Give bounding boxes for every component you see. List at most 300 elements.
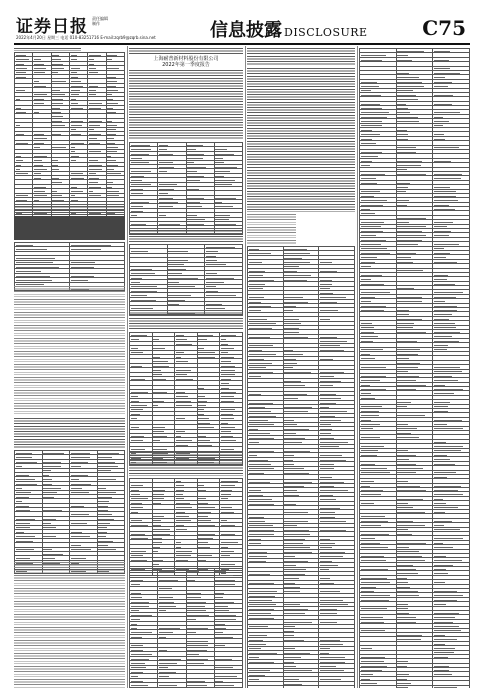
cell-text-stroke — [434, 139, 445, 140]
cell-text-stroke — [153, 494, 164, 495]
cell-text-stroke — [361, 310, 385, 311]
cell-text-stroke — [89, 191, 93, 192]
text-block — [247, 170, 355, 212]
cell-text-stroke — [131, 251, 149, 252]
cell-text-stroke — [397, 323, 414, 324]
cell-text-stroke — [131, 291, 157, 292]
cell-text-stroke — [34, 68, 46, 69]
cell-text-stroke — [361, 411, 379, 412]
cell-text-stroke — [43, 462, 61, 463]
cell-text-stroke — [249, 367, 267, 368]
cell-text-stroke — [397, 112, 409, 113]
cell-text-stroke — [198, 409, 204, 410]
cell-text-stroke — [43, 470, 51, 471]
cell-text-stroke — [361, 130, 372, 131]
cell-text-stroke — [131, 602, 150, 603]
table-cell — [360, 685, 397, 688]
cell-text-stroke — [176, 529, 187, 530]
cell-text-stroke — [52, 191, 57, 192]
cell-text-stroke — [284, 424, 297, 425]
cell-text-stroke — [434, 319, 449, 320]
cell-text-stroke — [176, 503, 191, 504]
cell-text-stroke — [397, 358, 409, 359]
cell-text-stroke — [221, 520, 227, 521]
cell-text-stroke — [176, 516, 189, 517]
cell-text-stroke — [221, 374, 235, 375]
cell-text-stroke — [187, 171, 197, 172]
cell-text-stroke — [221, 551, 234, 552]
cell-text-stroke — [434, 674, 452, 675]
data-table — [129, 478, 243, 566]
cell-text-stroke — [98, 519, 114, 520]
cell-text-stroke — [187, 619, 196, 620]
cell-text-stroke — [361, 525, 382, 526]
cell-text-stroke — [249, 521, 266, 522]
cell-text-stroke — [249, 618, 275, 619]
cell-text-stroke — [397, 319, 421, 320]
cell-text-stroke — [198, 507, 215, 508]
cell-text-stroke — [89, 134, 101, 135]
cell-text-stroke — [43, 527, 56, 528]
cell-text-stroke — [221, 392, 236, 393]
cell-text-stroke — [284, 609, 308, 610]
cell-text-stroke — [320, 547, 332, 548]
editor-line-2: 制作 — [92, 21, 100, 26]
cell-text-stroke — [176, 357, 181, 358]
cell-text-stroke — [249, 490, 261, 491]
cell-text-stroke — [131, 278, 142, 279]
cell-text-stroke — [131, 352, 143, 353]
cell-text-stroke — [34, 99, 44, 100]
text-block — [14, 562, 125, 688]
cell-text-stroke — [361, 630, 386, 631]
data-table — [129, 244, 243, 308]
cell-text-stroke — [361, 521, 388, 522]
cell-text-stroke — [361, 428, 374, 429]
cell-text-stroke — [397, 363, 420, 364]
cell-text-stroke — [361, 112, 390, 113]
cell-text-stroke — [320, 495, 333, 496]
cell-text-stroke — [434, 95, 453, 96]
cell-text-stroke — [284, 482, 312, 483]
cell-text-stroke — [34, 143, 44, 144]
cell-text-stroke — [153, 503, 161, 504]
cell-text-stroke — [434, 630, 461, 631]
cell-text-stroke — [284, 468, 304, 469]
cell-text-stroke — [284, 464, 294, 465]
cell-text-stroke — [198, 560, 206, 561]
cell-text-stroke — [71, 72, 77, 73]
cell-text-stroke — [16, 506, 29, 507]
cell-text-stroke — [249, 473, 264, 474]
cell-text-stroke — [284, 578, 299, 579]
cell-text-stroke — [221, 418, 234, 419]
cell-text-stroke — [198, 512, 211, 513]
cell-text-stroke — [98, 492, 115, 493]
cell-text-stroke — [397, 332, 426, 333]
cell-text-stroke — [397, 161, 421, 162]
cell-text-stroke — [397, 525, 425, 526]
cell-text-stroke — [361, 472, 390, 473]
cell-text-stroke — [131, 339, 140, 340]
cell-text-stroke — [434, 687, 457, 688]
cell-text-stroke — [221, 494, 231, 495]
cell-text-stroke — [187, 145, 203, 146]
cell-text-stroke — [320, 613, 337, 614]
cell-text-stroke — [361, 591, 374, 592]
cell-text-stroke — [284, 367, 293, 368]
article-title-line-1: 上海耐普新材料股份有限公司 — [153, 56, 219, 62]
cell-text-stroke — [187, 606, 205, 607]
cell-text-stroke — [284, 394, 307, 395]
cell-text-stroke — [187, 580, 195, 581]
cell-text-stroke — [361, 648, 372, 649]
cell-text-stroke — [153, 392, 167, 393]
cell-text-stroke — [176, 405, 192, 406]
cell-text-stroke — [168, 295, 191, 296]
section-title-en: DISCLOSURE — [284, 26, 368, 39]
cell-text-stroke — [34, 138, 47, 139]
cell-text-stroke — [159, 667, 168, 668]
cell-text-stroke — [153, 339, 159, 340]
cell-text-stroke — [284, 363, 296, 364]
cell-text-stroke — [176, 525, 184, 526]
cell-text-stroke — [249, 302, 261, 303]
cell-text-stroke — [16, 68, 28, 69]
cell-text-stroke — [153, 529, 170, 530]
cell-text-stroke — [107, 125, 117, 126]
cell-text-stroke — [43, 492, 57, 493]
cell-text-stroke — [221, 485, 235, 486]
cell-text-stroke — [361, 543, 380, 544]
cell-text-stroke — [16, 462, 37, 463]
cell-text-stroke — [52, 195, 62, 196]
cell-text-stroke — [284, 411, 308, 412]
cell-text-stroke — [320, 411, 347, 412]
cell-text-stroke — [249, 323, 276, 324]
cell-text-stroke — [397, 341, 416, 342]
cell-text-stroke — [434, 402, 451, 403]
cell-text-stroke — [176, 431, 185, 432]
cell-text-stroke — [89, 94, 96, 95]
cell-text-stroke — [397, 51, 424, 52]
cell-text-stroke — [284, 547, 309, 548]
cell-text-stroke — [16, 77, 27, 78]
cell-text-stroke — [397, 240, 421, 241]
cell-text-stroke — [16, 527, 30, 528]
cell-text-stroke — [206, 256, 216, 257]
cell-text-stroke — [434, 617, 455, 618]
cell-text-stroke — [221, 361, 231, 362]
cell-text-stroke — [434, 292, 463, 293]
cell-text-stroke — [249, 345, 274, 346]
cell-text-stroke — [71, 506, 84, 507]
cell-text-stroke — [176, 418, 185, 419]
cell-text-stroke — [249, 407, 266, 408]
cell-text-stroke — [16, 169, 21, 170]
cell-text-stroke — [361, 468, 388, 469]
cell-text-stroke — [361, 161, 372, 162]
cell-text-stroke — [34, 112, 39, 113]
cell-text-stroke — [98, 527, 107, 528]
table-cell — [158, 687, 186, 688]
cell-text-stroke — [71, 536, 91, 537]
cell-text-stroke — [16, 245, 33, 246]
cell-text-stroke — [89, 182, 99, 183]
cell-text-stroke — [249, 525, 273, 526]
cell-text-stroke — [434, 666, 449, 667]
cell-text-stroke — [434, 147, 459, 148]
cell-text-stroke — [153, 405, 158, 406]
cell-text-stroke — [52, 125, 65, 126]
cell-text-stroke — [249, 464, 271, 465]
cell-text-stroke — [284, 525, 297, 526]
cell-text-stroke — [320, 561, 332, 562]
cell-text-stroke — [361, 205, 383, 206]
masthead — [14, 10, 470, 46]
cell-text-stroke — [361, 200, 387, 201]
cell-text-stroke — [397, 262, 413, 263]
cell-text-stroke — [284, 372, 311, 373]
cell-text-stroke — [249, 328, 272, 329]
cell-text-stroke — [221, 423, 228, 424]
cell-text-stroke — [361, 174, 385, 175]
cell-text-stroke — [434, 573, 448, 574]
cell-text-stroke — [107, 99, 112, 100]
cell-text-stroke — [434, 648, 455, 649]
cell-text-stroke — [71, 103, 79, 104]
cell-text-stroke — [187, 632, 196, 633]
cell-text-stroke — [198, 339, 206, 340]
cell-text-stroke — [361, 358, 376, 359]
text-block — [14, 286, 125, 416]
cell-text-stroke — [320, 622, 337, 623]
cell-text-stroke — [215, 584, 234, 585]
cell-text-stroke — [187, 663, 204, 664]
cell-text-stroke — [16, 165, 21, 166]
cell-text-stroke — [131, 149, 152, 150]
financial-table — [14, 52, 125, 220]
cell-text-stroke — [434, 284, 455, 285]
cell-text-stroke — [168, 269, 186, 270]
cell-text-stroke — [206, 278, 234, 279]
table-caption — [14, 48, 125, 51]
cell-text-stroke — [434, 503, 446, 504]
cell-text-stroke — [52, 178, 59, 179]
cell-text-stroke — [131, 507, 143, 508]
cell-text-stroke — [397, 385, 426, 386]
cell-text-stroke — [320, 337, 337, 338]
cell-text-stroke — [198, 538, 212, 539]
cell-text-stroke — [215, 571, 226, 572]
cell-text-stroke — [361, 90, 371, 91]
cell-text-stroke — [284, 398, 297, 399]
cell-text-stroke — [434, 187, 451, 188]
cell-text-stroke — [361, 674, 374, 675]
cell-text-stroke — [320, 407, 329, 408]
cell-text-stroke — [71, 143, 84, 144]
cell-text-stroke — [71, 125, 82, 126]
cell-text-stroke — [397, 73, 408, 74]
cell-text-stroke — [249, 596, 275, 597]
cell-text-stroke — [131, 427, 139, 428]
cell-text-stroke — [52, 165, 58, 166]
data-table — [129, 332, 243, 450]
cell-text-stroke — [16, 484, 38, 485]
cell-text-stroke — [221, 401, 234, 402]
cell-text-stroke — [361, 104, 380, 105]
cell-text-stroke — [284, 591, 300, 592]
cell-text-stroke — [159, 189, 174, 190]
cell-text-stroke — [320, 644, 343, 645]
cell-text-stroke — [434, 472, 456, 473]
cell-text-stroke — [249, 517, 265, 518]
cell-text-stroke — [361, 534, 389, 535]
cell-text-stroke — [320, 512, 335, 513]
cell-text-stroke — [131, 645, 143, 646]
cell-text-stroke — [159, 149, 168, 150]
cell-text-stroke — [71, 187, 78, 188]
cell-text-stroke — [16, 501, 22, 502]
cell-text-stroke — [320, 640, 340, 641]
cell-text-stroke — [434, 231, 451, 232]
cell-text-stroke — [249, 644, 266, 645]
cell-text-stroke — [89, 121, 102, 122]
cell-text-stroke — [397, 288, 414, 289]
cell-text-stroke — [434, 82, 452, 83]
cell-text-stroke — [131, 295, 148, 296]
financial-table — [129, 244, 243, 315]
table-cell — [433, 685, 470, 688]
cell-text-stroke — [153, 379, 165, 380]
cell-text-stroke — [434, 424, 447, 425]
cell-text-stroke — [176, 344, 192, 345]
cell-text-stroke — [249, 262, 262, 263]
text-block — [129, 452, 243, 476]
cell-text-stroke — [131, 650, 144, 651]
cell-text-stroke — [198, 503, 208, 504]
cell-text-stroke — [397, 455, 415, 456]
cell-text-stroke — [176, 440, 193, 441]
cell-text-stroke — [434, 51, 451, 52]
cell-text-stroke — [434, 279, 447, 280]
cell-text-stroke — [131, 300, 157, 301]
cell-text-stroke — [361, 393, 372, 394]
cell-text-stroke — [320, 288, 330, 289]
cell-text-stroke — [397, 367, 417, 368]
cell-text-stroke — [361, 406, 383, 407]
cell-text-stroke — [43, 536, 56, 537]
cell-text-stroke — [34, 173, 41, 174]
cell-text-stroke — [176, 551, 192, 552]
cell-text-stroke — [43, 497, 54, 498]
cell-text-stroke — [215, 198, 236, 199]
cell-text-stroke — [361, 327, 374, 328]
cell-text-stroke — [320, 416, 335, 417]
cell-text-stroke — [434, 464, 455, 465]
cell-text-stroke — [320, 341, 347, 342]
cell-text-stroke — [34, 103, 44, 104]
section-title-cn: 信息披露 — [210, 20, 282, 41]
cell-text-stroke — [131, 436, 145, 437]
cell-text-stroke — [187, 650, 207, 651]
cell-text-stroke — [52, 64, 63, 65]
cell-text-stroke — [107, 90, 118, 91]
cell-text-stroke — [221, 414, 233, 415]
cell-text-stroke — [187, 593, 201, 594]
cell-text-stroke — [284, 657, 301, 658]
column-3 — [247, 46, 355, 688]
cell-text-stroke — [71, 178, 84, 179]
cell-text-stroke — [52, 108, 60, 109]
cell-text-stroke — [361, 538, 375, 539]
cell-text-stroke — [43, 479, 52, 480]
cell-text-stroke — [89, 68, 96, 69]
cell-text-stroke — [43, 484, 52, 485]
cell-text-stroke — [397, 174, 426, 175]
cell-text-stroke — [16, 267, 59, 268]
cell-text-stroke — [131, 534, 145, 535]
cell-text-stroke — [34, 64, 44, 65]
cell-text-stroke — [71, 492, 89, 493]
cell-text-stroke — [176, 392, 185, 393]
cell-text-stroke — [187, 154, 204, 155]
cell-text-stroke — [397, 415, 425, 416]
cell-text-stroke — [361, 481, 375, 482]
cell-text-stroke — [434, 196, 456, 197]
cell-text-stroke — [434, 341, 460, 342]
cell-text-stroke — [361, 306, 387, 307]
cell-text-stroke — [249, 310, 261, 311]
cell-text-stroke — [131, 597, 142, 598]
cell-text-stroke — [249, 306, 271, 307]
cell-text-stroke — [176, 361, 189, 362]
cell-text-stroke — [284, 530, 309, 531]
cell-text-stroke — [434, 332, 460, 333]
cell-text-stroke — [187, 659, 208, 660]
cell-text-stroke — [153, 370, 161, 371]
cell-text-stroke — [284, 306, 296, 307]
cell-text-stroke — [249, 662, 274, 663]
cell-text-stroke — [249, 372, 274, 373]
cell-text-stroke — [187, 615, 209, 616]
cell-text-stroke — [397, 486, 420, 487]
cell-text-stroke — [434, 595, 463, 596]
cell-text-stroke — [284, 385, 305, 386]
cell-text-stroke — [397, 591, 418, 592]
cell-text-stroke — [284, 574, 305, 575]
cell-text-stroke — [397, 661, 408, 662]
cell-text-stroke — [361, 600, 389, 601]
cell-text-stroke — [320, 359, 333, 360]
cell-text-stroke — [107, 55, 117, 56]
cell-text-stroke — [71, 77, 78, 78]
cell-text-stroke — [320, 648, 330, 649]
data-table — [129, 142, 243, 226]
cell-text-stroke — [34, 165, 43, 166]
cell-text-stroke — [131, 490, 139, 491]
cell-text-stroke — [320, 262, 332, 263]
cell-text-stroke — [434, 314, 452, 315]
cell-text-stroke — [131, 162, 149, 163]
cell-text-stroke — [361, 196, 375, 197]
masthead-rule — [14, 43, 470, 45]
cell-text-stroke — [434, 174, 462, 175]
cell-text-stroke — [16, 55, 26, 56]
cell-text-stroke — [284, 337, 308, 338]
cell-text-stroke — [98, 536, 106, 537]
cell-text-stroke — [249, 499, 272, 500]
